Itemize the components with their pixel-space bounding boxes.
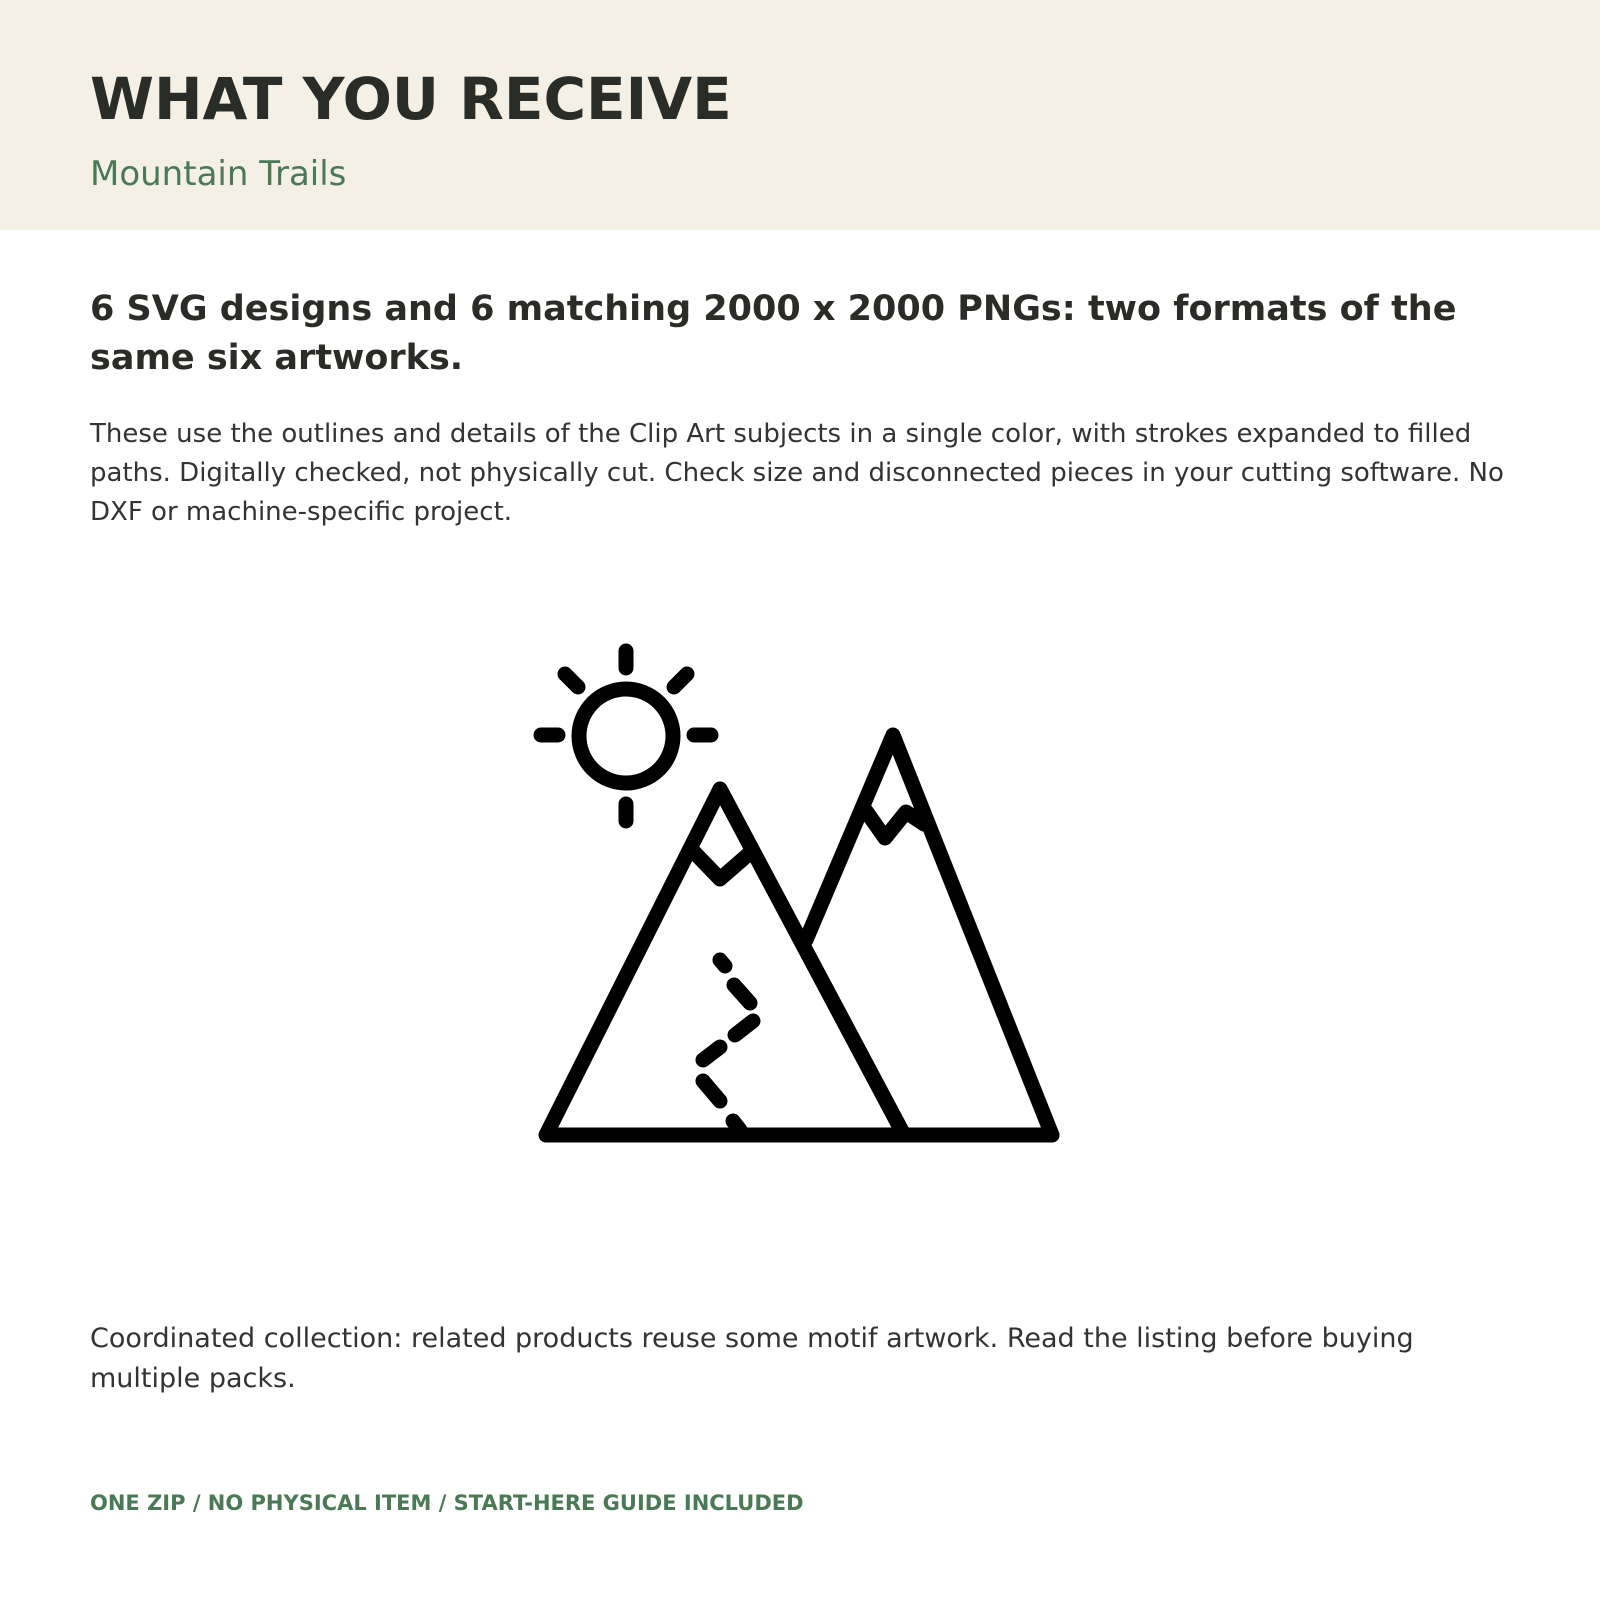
collection-note: Coordinated collection: related products reuse some motif artwork. Read the listing before buying multiple packs. bbox=[90, 1323, 1414, 1394]
header-banner bbox=[0, 0, 1600, 230]
contents-description: These use the outlines and details of the Clip Art subjects in a single color, with strokes expanded to filled paths. Digitally checked, not physically cut. Check size and disconnected pieces in your cutting software. No DXF or machine-specific project. bbox=[90, 419, 1504, 527]
product-subtitle: Mountain Trails bbox=[90, 154, 347, 194]
trail-path-icon bbox=[703, 960, 753, 1130]
mountain-sun-trail-icon bbox=[520, 630, 1065, 1150]
back-mountain-icon bbox=[806, 735, 1052, 1135]
contents-headline: 6 SVG designs and 6 matching 2000 x 2000 PNGs: two formats of the same six artworks. bbox=[90, 289, 1457, 378]
sun-icon bbox=[541, 651, 711, 821]
page-title: WHAT YOU RECEIVE bbox=[90, 65, 732, 133]
footer-tagline: ONE ZIP / NO PHYSICAL ITEM / START-HERE GUIDE INCLUDED bbox=[90, 1491, 804, 1515]
